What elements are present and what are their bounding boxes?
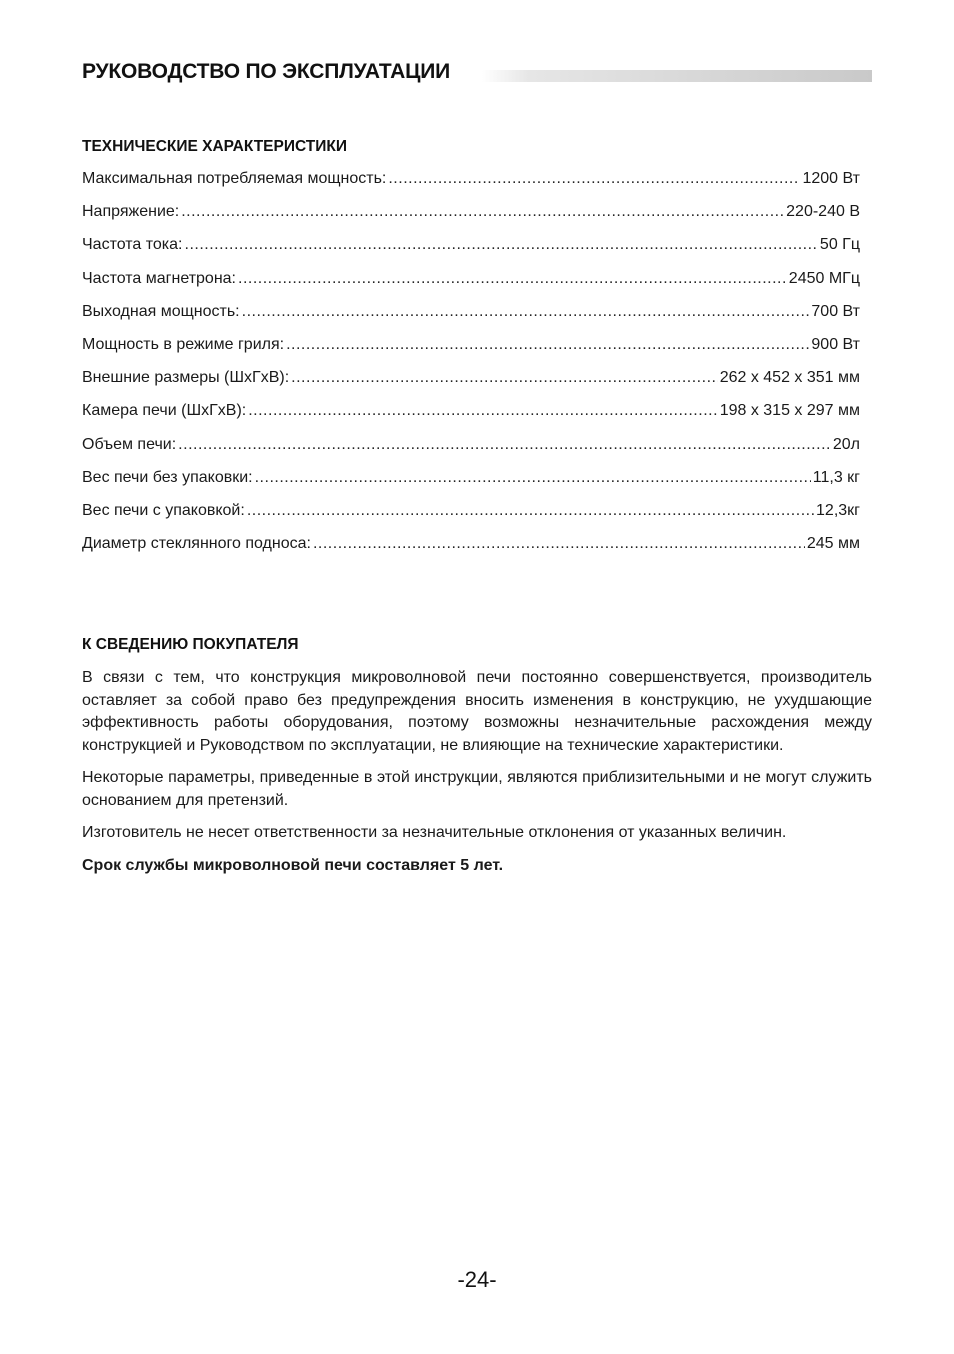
- dot-leader: [181, 203, 784, 221]
- dot-leader: [286, 336, 809, 354]
- specs-list: [82, 170, 860, 568]
- spec-value: 700 Вт: [811, 302, 860, 320]
- spec-row: [82, 369, 860, 402]
- spec-value: 900 Вт: [811, 335, 860, 353]
- spec-value: 245 мм: [806, 535, 860, 553]
- spec-label: Мощность в режиме гриля:: [82, 335, 285, 353]
- spec-row: [82, 203, 860, 236]
- dot-leader: [291, 369, 718, 387]
- page-title: РУКОВОДСТВО ПО ЭКСПЛУАТАЦИИ: [82, 60, 451, 83]
- spec-label: Объем печи:: [82, 435, 177, 453]
- spec-value: 262 х 452 х 351 мм: [719, 369, 860, 387]
- page-number: -24-: [457, 1267, 497, 1292]
- spec-row: [82, 402, 860, 435]
- service-life-statement: Срок службы микроволновой печи составляет 5 лет.: [82, 856, 504, 874]
- spec-row: [82, 170, 860, 203]
- spec-label: Вес печи без упаковки:: [82, 468, 253, 486]
- dot-leader: [388, 170, 800, 188]
- spec-row: [82, 502, 860, 535]
- spec-value: 220-240 В: [786, 203, 860, 221]
- dot-leader: [255, 469, 811, 487]
- spec-row: [82, 270, 860, 303]
- spec-label: Напряжение:: [82, 203, 180, 221]
- header-gradient-bar: [482, 70, 872, 82]
- dot-leader: [313, 535, 805, 553]
- dot-leader: [242, 303, 810, 321]
- notice-heading: К СВЕДЕНИЮ ПОКУПАТЕЛЯ: [82, 636, 299, 653]
- notice-paragraph: В связи с тем, что конструкция микроволновой печи постоянно совершенствуется, производитель оставляет за собой право без предупреждения вносить изменения в конструкцию, не ухудшающие эффективность работы оборудования, поэтому возможны незначительные расхождения между конструкцией и Руководством по эксплуатации, не влияющие на технические характеристики.: [82, 669, 872, 754]
- spec-row: [82, 336, 860, 369]
- spec-value: 198 х 315 х 297 мм: [719, 402, 860, 420]
- notice-paragraph: Изготовитель не несет ответственности за незначительные отклонения от указанных величин.: [82, 824, 787, 841]
- spec-value: 12,3кг: [816, 501, 860, 519]
- spec-value: 11,3 кг: [812, 468, 860, 486]
- spec-row: [82, 469, 860, 502]
- spec-row: [82, 303, 860, 336]
- dot-leader: [185, 236, 818, 254]
- dot-leader: [248, 402, 717, 420]
- dot-leader: [238, 270, 787, 288]
- spec-value: 2450 МГц: [788, 269, 860, 287]
- dot-leader: [247, 502, 814, 520]
- dot-leader: [178, 436, 831, 454]
- spec-label: Частота тока:: [82, 236, 183, 254]
- spec-label: Максимальная потребляемая мощность:: [82, 170, 387, 187]
- specs-heading: ТЕХНИЧЕСКИЕ ХАРАКТЕРИСТИКИ: [82, 138, 347, 155]
- spec-label: Частота магнетрона:: [82, 269, 236, 287]
- spec-value: 50 Гц: [819, 236, 860, 254]
- spec-value: 1200 Вт: [802, 170, 860, 187]
- spec-label: Вес печи с упаковкой:: [82, 501, 245, 519]
- page-header: [82, 60, 872, 90]
- spec-row: [82, 236, 860, 269]
- spec-label: Диаметр стеклянного подноса:: [82, 535, 311, 553]
- spec-row: [82, 535, 860, 568]
- spec-label: Камера печи (ШхГхВ):: [82, 402, 247, 420]
- notice-paragraph: Некоторые параметры, приведенные в этой инструкции, являются приблизительными и не могут служить основанием для претензий.: [82, 769, 872, 809]
- spec-label: Внешние размеры (ШхГхВ):: [82, 369, 290, 387]
- notice-body: [82, 667, 872, 887]
- spec-row: [82, 436, 860, 469]
- spec-label: Выходная мощность:: [82, 302, 240, 320]
- spec-value: 20л: [832, 435, 860, 453]
